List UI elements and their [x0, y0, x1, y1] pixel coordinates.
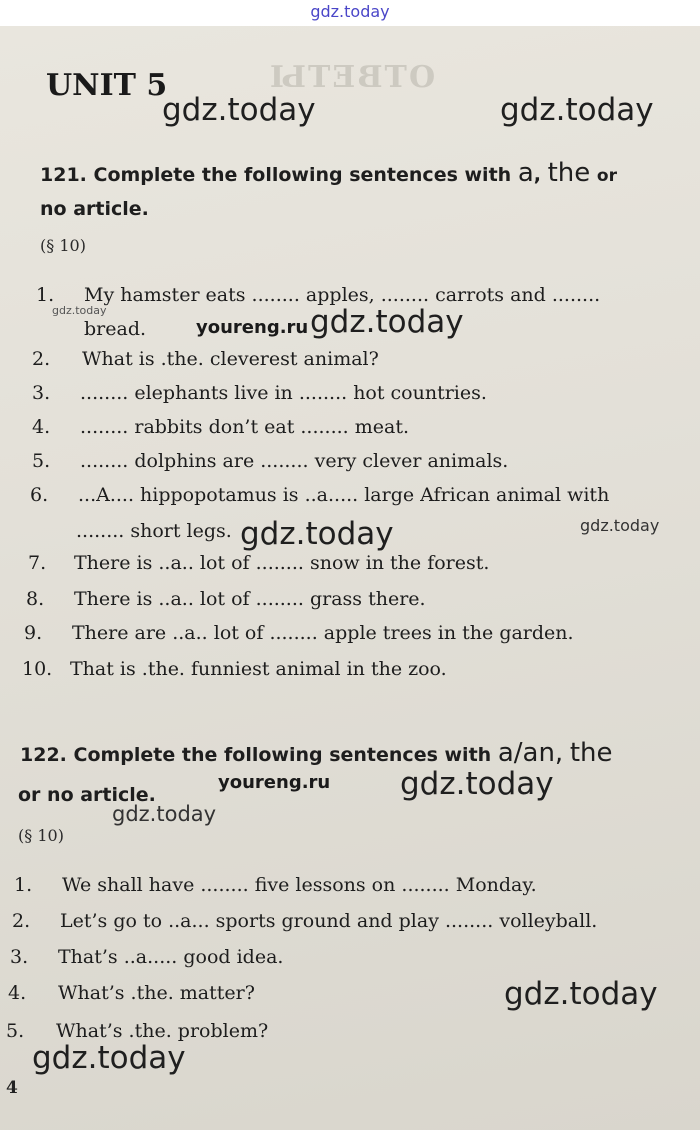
watermark: gdz.today: [580, 516, 660, 535]
sentence-121-3: 3. ........ elephants live in ........ hot countries.: [32, 382, 487, 404]
sentence-122-4: 4. What’s .the. matter?: [8, 982, 255, 1004]
watermark: youreng.ru: [196, 317, 309, 338]
watermark: gdz.today: [240, 516, 394, 552]
page-number: 4: [6, 1078, 18, 1098]
sentence-121-6-cont: ........ short legs.: [76, 520, 232, 542]
watermark: gdz.today: [112, 802, 217, 826]
sentence-121-10: 10. That is .the. funniest animal in the zoo.: [22, 658, 447, 680]
watermark: gdz.today: [504, 976, 658, 1012]
sentence-121-1: 1. My hamster eats ........ apples, ........ carrots and ........: [36, 284, 601, 306]
sentence-121-5: 5. ........ dolphins are ........ very clever animals.: [32, 450, 509, 472]
watermark: gdz.today: [32, 1040, 186, 1076]
sentence-121-2: 2. What is .the. cleverest animal?: [32, 348, 379, 370]
sentence-121-8: 8. There is ..a.. lot of ........ grass there.: [26, 588, 426, 610]
sentence-122-2: 2. Let’s go to ..a... sports ground and play ........ volleyball.: [12, 910, 598, 932]
exercise-121-heading-cont: no article.: [40, 198, 149, 220]
watermark: youreng.ru: [218, 772, 331, 793]
sentence-121-1-cont: bread.: [84, 318, 147, 340]
exercise-121-heading: 121. Complete the following sentences with a, the or: [40, 158, 617, 188]
watermark: gdz.today: [500, 92, 654, 128]
sentence-122-5: 5. What’s .the. problem?: [6, 1020, 269, 1042]
watermark: gdz.today: [310, 304, 464, 340]
watermark: gdz.today: [162, 92, 316, 128]
sentence-121-7: 7. There is ..a.. lot of ........ snow in the forest.: [28, 552, 490, 574]
sentence-121-6: 6. ...A.... hippopotamus is ..a..... large African animal with: [30, 484, 610, 506]
exercise-122-heading-cont: or no article.: [18, 784, 156, 806]
sentence-121-4: 4. ........ rabbits don’t eat ........ meat.: [32, 416, 410, 438]
top-bar: [0, 0, 700, 26]
unit-title: UNIT 5: [46, 68, 168, 103]
exercise-121-ref: (§ 10): [40, 236, 86, 255]
watermark: gdz.today: [52, 304, 107, 317]
show-through-text: ОТВЕТЫ: [268, 60, 436, 95]
sentence-122-1: 1. We shall have ........ five lessons on ........ Monday.: [14, 874, 537, 896]
exercise-122-heading: 122. Complete the following sentences with a/an, the: [20, 738, 613, 768]
exercise-122-ref: (§ 10): [18, 826, 64, 845]
watermark: gdz.today: [400, 766, 554, 802]
book-page: [0, 26, 700, 1130]
site-link[interactable]: gdz.today: [310, 2, 390, 21]
sentence-121-9: 9. There are ..a.. lot of ........ apple trees in the garden.: [24, 622, 574, 644]
sentence-122-3: 3. That’s ..a..... good idea.: [10, 946, 284, 968]
